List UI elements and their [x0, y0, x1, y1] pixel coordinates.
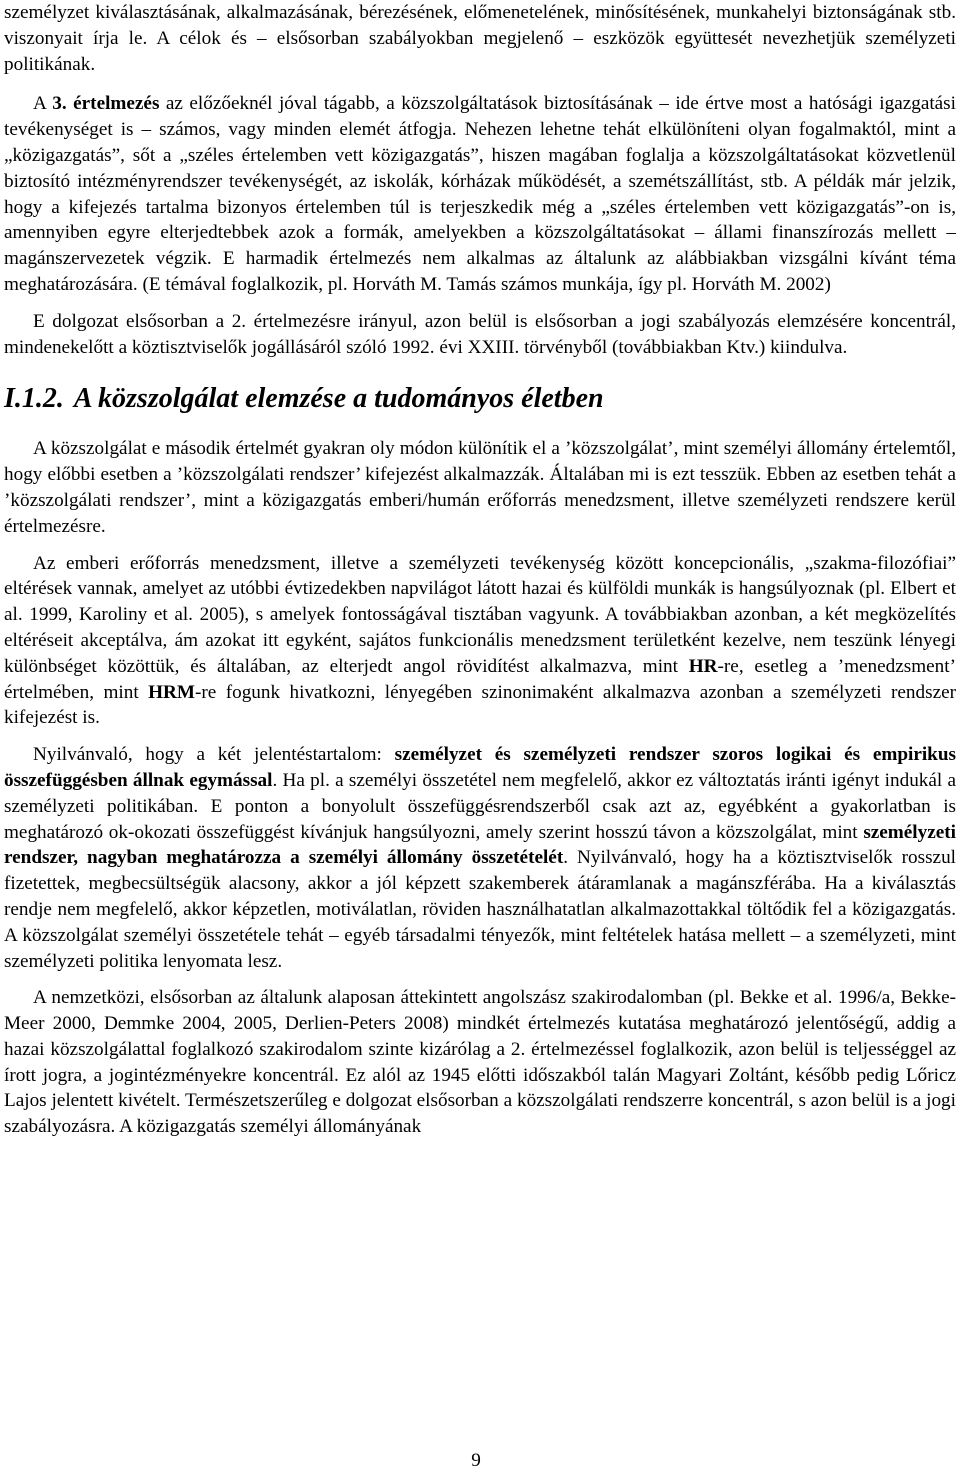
paragraph-text: A nemzetközi, elsősorban az általunk alaposan áttekintett angolszász szakirodalomban (pl. Bekke et al. 1996/a, Bekke-Meer 2000, Demmke 2004, 2005, Derlien-Peters 2008) mindkét értelmezés kutatása meghatározó jelentőségű, addig a hazai közszolgálattal foglalkozó szakirodalom szinte kizárólag a 2. értelmezéssel foglalkozik, azon belül is teljességgel az írott jogra, a jogintézményekre koncentrál. Ez alól az 1945 előtti időszakból talán Magyari Zoltánt, később pedig Lőricz Lajos jelentett kivételt. Természetszerűleg e dolgozat elsősorban a közszolgálati rendszerre koncentrál, s azon belül is a jogi szabályozásra. A közigazgatás személyi állományának	[4, 987, 956, 1138]
paragraph-focus-text: E dolgozat elsősorban a 2. értelmezésre irányul, azon belül is elsősorban a jogi szabályozás elemzésére koncentrál, mindenekelőtt a köztisztviselők jogállásáról szóló 1992. évi XXIII. törvényből (továbbiakban Ktv.) kiindulva.	[4, 310, 956, 358]
paragraph-text: -re fogunk hivatkozni, lényegében szinonimaként alkalmazva azonban a személyzeti rendszer kifejezést is.	[4, 681, 956, 729]
bold-term: 3. értelmezés	[52, 93, 160, 115]
paragraph-text: . Nyilvánvaló, hogy ha a köztisztviselők rosszul fizetettek, megbecsültségük alacsony, akkor a jól képzett szakemberek átáramlanak a magánszférába. Ha a kiválasztás rendje nem megfelelő, akkor képzetlen, motiválatlan, röviden használhatatlan alkalmazottakkal töltődik fel a közigazgatás. A közszolgálat személyi összetétele tehát – egyéb társadalmi tényezők, mint feltételek hatása mellett – a személyzeti, mint személyzeti politika lenyomata lesz.	[4, 847, 956, 972]
paragraph-text: A	[33, 93, 53, 115]
paragraph-intro	[4, 0, 956, 77]
bold-statement: személyzeti rendszer, nagyban meghatározza a személyi állomány összetételét	[4, 821, 956, 869]
paragraph-text: . Ha pl. a személyi összetétel nem megfelelő, akkor ez változtatás iránti igényt indukál a személyzeti politikában. E ponton a bonyolult összefüggésrendszerből csak azt az, egyébként a gyakorlatban is meghatározó ok-okozati összefüggést kívánjuk hangsúlyozni, amely szerint hosszú távon a közszolgálat, mint	[4, 769, 956, 843]
paragraph-text: A közszolgálat e második értelmét gyakran oly módon különítik el a ’közszolgálat’, mint személyi állomány értelemtől, hogy előbbi esetben a ’közszolgálati rendszer’ kifejezést alkalmazzák. Általában mi is ezt tesszük. Ebben az esetben tehát a ’közszolgálati rendszer’, mint a közigazgatás emberi/humán erőforrás menedzsment, illetve személyzeti rendszere kerül értelmezésre.	[4, 438, 956, 537]
paragraph-second-meaning	[4, 436, 956, 539]
paragraph-text: Nyilvánvaló, hogy a két jelentéstartalom:	[33, 744, 395, 766]
page-number: 9	[471, 1450, 481, 1471]
section-heading	[4, 382, 956, 416]
paragraph-text: -re, esetleg a ’menedzsment’ értelmében, mint	[4, 655, 956, 703]
bold-statement: személyzet és személyzeti rendszer szoros logikai és empirikus összefüggésben állnak egymással	[4, 744, 956, 791]
paragraph-international-literature	[4, 985, 956, 1140]
paragraph-text: Az emberi erőforrás menedzsment, illetve a személyzeti tevékenység között koncepcionális, „szakma-filozófiai” eltérések vannak, amelyet az utóbbi évtizedekben napvilágot látott hazai és külföldi munkák is hangsúlyoznak (pl. Elbert et al. 1999, Karoliny et al. 2005), s amelyek fontosságával tisztában vagyunk. A továbbiakban azonban, a két megközelítés eltéréseit akceptálva, ám azokat itt egyként, sajátos funkcionális menedzsment területként kezelve, nem teszünk lényegi különbséget közöttük, és általában, az elterjedt angol rövidítést alkalmazva, mint	[4, 552, 956, 677]
document-page	[4, 0, 956, 1474]
bold-abbreviation-hr: HR	[688, 655, 718, 677]
paragraph-personnel-system	[4, 742, 956, 974]
paragraph-hr-management	[4, 551, 956, 732]
bold-abbreviation-hrm: HRM	[148, 681, 195, 703]
paragraph-focus	[4, 309, 956, 361]
section-number: I.1.2.	[4, 383, 64, 415]
paragraph-third-interpretation	[4, 91, 956, 297]
paragraph-text: az előzőeknél jóval tágabb, a közszolgáltatások biztosításának – ide értve most a hatósági igazgatási tevékenységet is – számos, vagy minden elemét átfogja. Nehezen lehetne tehát elkülöníteni olyan fogalmaktól, mint a „közigazgatás”, sőt a „széles értelemben vett közigazgatás”, hiszen magában foglalja a közszolgáltatásokat közvetlenül biztosító intézményrendszer tevékenységét, az iskolák, kórházak működését, a szemétszállítást, stb. A példák már jelzik, hogy a kifejezés tartalma bizonyos értelemben túl is terjeszkedik még a „széles értelemben vett közigazgatás”-on is, amennyiben egyre elterjedtebbek azok a formák, amelyekben a közszolgáltatásokat – állami finanszírozás mellett – magánszervezetek végzik. E harmadik értelmezés nem alkalmas az általunk az alábbiakban vizsgálni kívánt téma meghatározására. (E témával foglalkozik, pl. Horváth M. Tamás számos munkája, így pl. Horváth M. 2002)	[4, 93, 956, 295]
section-title: A közszolgálat elemzése a tudományos életben	[73, 383, 604, 415]
paragraph-intro-text: személyzet kiválasztásának, alkalmazásának, bérezésének, előmenetelének, minősítésének, munkahelyi biztonságának stb. viszonyait írja le. A célok és – elsősorban szabályokban megjelenő – eszközök együttesét nevezhetjük személyzeti politikának.	[4, 2, 956, 75]
